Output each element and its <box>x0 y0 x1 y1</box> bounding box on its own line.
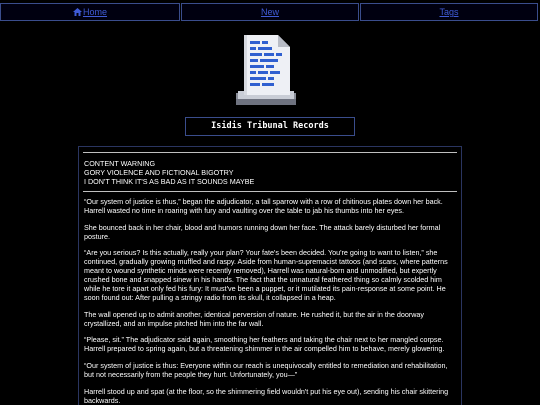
story-paragraph: “Our system of justice is thus: Everyone within our reach is unequivocally entitled to remediation and rehabilitation, but not necessarily from the people they hurt. Unfortunately, you—” <box>84 360 448 379</box>
story-paragraph: The wall opened up to admit another, identical perversion of nature. He rushed it, but the air in the doorway crystallized, and an impulse pitched him into the far wall. <box>84 309 425 328</box>
nav-home-link[interactable] <box>0 3 180 21</box>
story-paragraph: Harrell stood up and spat (at the floor, so the shimmering field wouldn't put his eye out), sending his chair skittering backwards. <box>84 386 449 405</box>
story-paragraph: “Please, sit.” The adjudicator said again, smoothing her feathers and taking the chair next to her mangled corpse. Harrell prepared to spring again, but a threatening shimmer in the air compelled him to behave, merely glowering. <box>84 335 445 354</box>
story-paragraph: “Our system of justice is thus,” began the adjudicator, a tall sparrow with a row of chitinous plates down her back. Harrell wasted no time in roaring with fury and vaulting over the table to jab his thumbs into her eyes. <box>84 197 443 215</box>
story-body <box>84 197 456 405</box>
document-scroll-icon <box>234 33 298 109</box>
nav-home-label: Home <box>82 7 107 17</box>
divider-middle <box>83 191 457 192</box>
warning-line: GORY VIOLENCE AND FICTIONAL BIGOTRY <box>84 168 234 177</box>
nav-new-label: New <box>260 7 279 17</box>
site-title: Isidis Tribunal Records <box>185 117 355 136</box>
warning-line: CONTENT WARNING <box>84 159 156 168</box>
nav-tags-link[interactable] <box>360 3 538 21</box>
home-icon <box>73 8 82 16</box>
divider-top <box>83 152 457 153</box>
content-warning <box>84 159 454 186</box>
nav-new-link[interactable] <box>181 3 359 21</box>
top-nav <box>0 3 540 21</box>
story-paragraph: “Are you serious? Is this actually, really your plan? Your fate's been decided. You're going to want to listen,” she continued, gradually growing muffled and raspy. Aside from human-supremacist tattoos (and scars, where patterns meant to wound synthetic minds were recently removed), Harrell was natural-born and unmodified, but expertly crushed bone and snapped sinew in his hands. The fact that the unnatural feathered thing so calmly scolded him while he tore it apart only fed his fury: It must've been a puppet, or it mutilated its pain-response at some point. He soon found out: After pulling a stringy radio from its skull, it collapsed in a heap. <box>84 248 448 303</box>
story-panel <box>78 146 462 405</box>
nav-tags-label: Tags <box>439 7 459 17</box>
warning-line: I DON'T THINK IT'S AS BAD AS IT SOUNDS MAYBE <box>84 177 255 186</box>
story-paragraph: She bounced back in her chair, blood and humors running down her face. The attack barely disturbed her formal posture. <box>84 222 441 241</box>
